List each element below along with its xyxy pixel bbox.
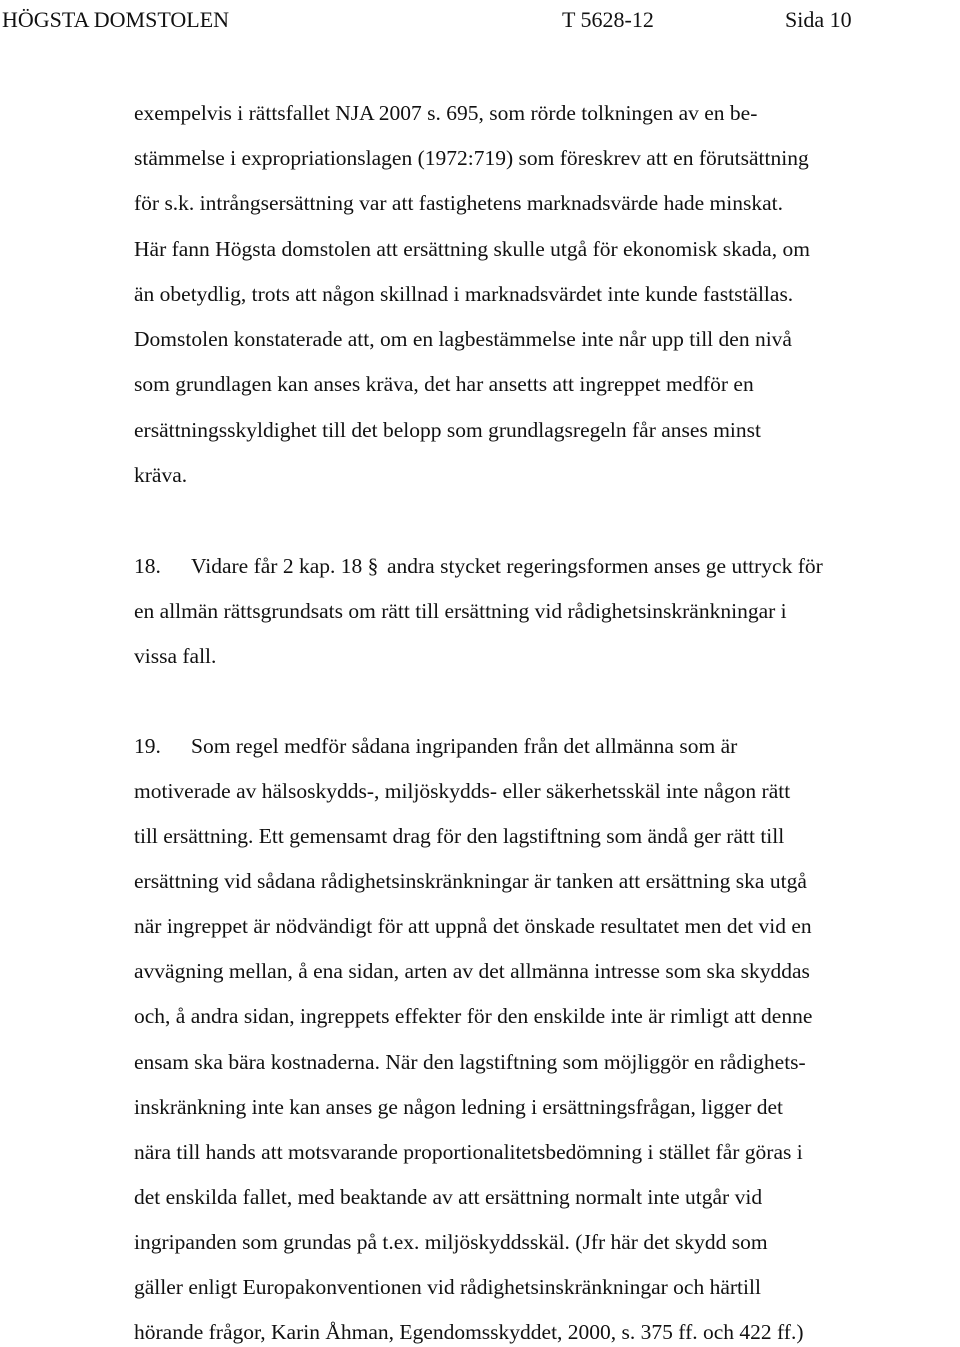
body-line: en allmän rättsgrundsats om rätt till ersättning vid rådighetsinskränkningar i (134, 599, 787, 623)
body-line: ingripanden som grundas på t.ex. miljöskyddsskäl. (Jfr här det skydd som (134, 1230, 768, 1254)
body-line: inskränkning inte kan anses ge någon ledning i ersättningsfrågan, ligger det (134, 1095, 784, 1119)
body-line: och, å andra sidan, ingreppets effekter för den enskilde inte är rimligt att denne (134, 1004, 813, 1028)
page-header (2, 2, 922, 38)
paragraph-18-first-line (134, 551, 823, 581)
paragraph-text: andra stycket regeringsformen anses ge uttryck för (386, 554, 823, 578)
court-name: HÖGSTA DOMSTOLEN (2, 7, 230, 32)
body-line: ersättningsskyldighet till det belopp som grundlagsregeln får anses minst (134, 418, 761, 442)
body-line: till ersättning. Ett gemensamt drag för den lagstiftning som ändå ger rätt till (134, 824, 785, 848)
body-line: stämmelse i expropriationslagen (1972:719) som föreskrev att en förutsättning (134, 146, 809, 170)
body-line: för s.k. intrångsersättning var att fastighetens marknadsvärde hade minskat. (134, 191, 783, 215)
body-line: Domstolen konstaterade att, om en lagbestämmelse inte når upp till den nivå (134, 327, 792, 351)
body-line: än obetydlig, trots att någon skillnad i marknadsvärdet inte kunde fastställas. (134, 282, 794, 306)
page-number: Sida 10 (785, 7, 852, 32)
body-line: vissa fall. (134, 644, 217, 668)
body-line: nära till hands att motsvarande proportionalitetsbedömning i stället får göras i (134, 1140, 803, 1164)
case-number: T 5628-12 (562, 7, 654, 32)
body-line: Här fann Högsta domstolen att ersättning skulle utgå för ekonomisk skada, om (134, 237, 810, 261)
paragraph-number: 19. (134, 734, 161, 758)
body-line: ensam ska bära kostnaderna. När den lagstiftning som möjliggör en rådighets- (134, 1050, 806, 1074)
body-line: gäller enligt Europakonventionen vid rådighetsinskränkningar och härtill (134, 1275, 761, 1299)
body-line: när ingreppet är nödvändigt för att uppnå det önskade resultatet men det vid en (134, 914, 812, 938)
paragraph-19-first-line (134, 731, 737, 761)
body-line: ersättning vid sådana rådighetsinskränkningar är tanken att ersättning ska utgå (134, 869, 807, 893)
body-line: motiverade av hälsoskydds-, miljöskydds- eller säkerhetsskäl inte någon rätt (134, 779, 791, 803)
body-line: hörande frågor, Karin Åhman, Egendomsskyddet, 2000, s. 375 ff. och 422 ff.) (134, 1320, 804, 1344)
body-line: som grundlagen kan anses kräva, det har ansetts att ingreppet medför en (134, 372, 754, 396)
paragraph-text: Som regel medför sådana ingripanden från det allmänna som är (191, 734, 738, 758)
body-line: exempelvis i rättsfallet NJA 2007 s. 695, som rörde tolkningen av en be- (134, 101, 758, 125)
body-line: kräva. (134, 463, 188, 487)
body-line: avvägning mellan, å ena sidan, arten av det allmänna intresse som ska skyddas (134, 959, 810, 983)
paragraph-number: 18. (134, 554, 161, 578)
section-sign: § (367, 554, 379, 578)
paragraph-text: Vidare får 2 kap. 18 (191, 554, 363, 578)
body-line: det enskilda fallet, med beaktande av att ersättning normalt inte utgår vid (134, 1185, 763, 1209)
